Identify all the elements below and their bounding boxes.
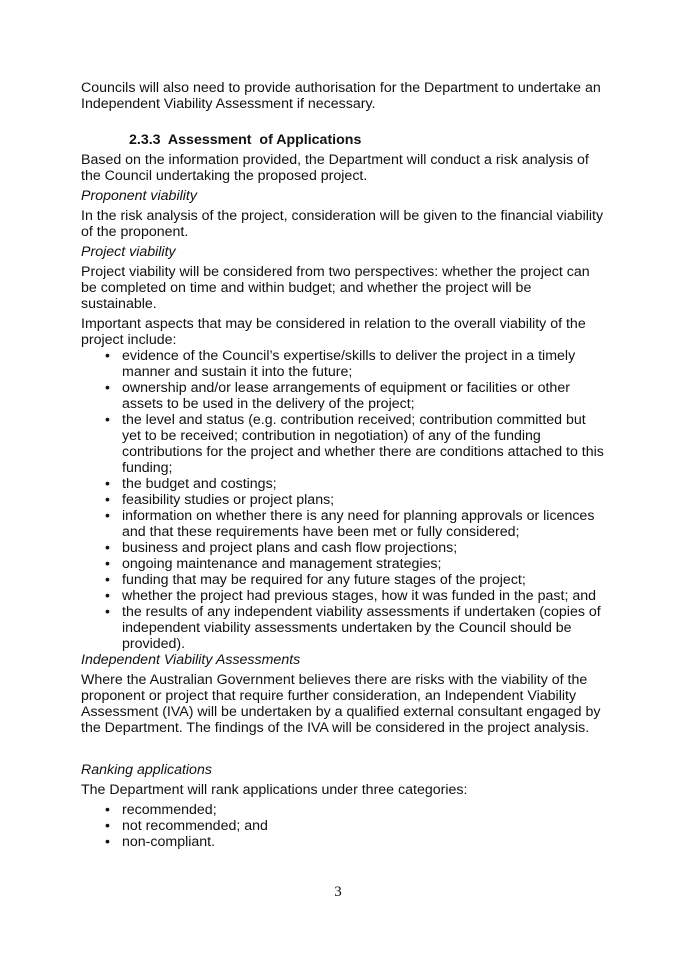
bullet-icon: • xyxy=(105,412,110,428)
bullet-icon: • xyxy=(105,508,110,524)
section-title: Assessment of Applications xyxy=(167,132,362,148)
bullet-icon: • xyxy=(105,556,110,572)
list-item xyxy=(81,492,606,508)
list-item-text: evidence of the Council’s expertise/skills to deliver the project in a timely manner and sustain it into the future; xyxy=(122,348,576,380)
proponent-viability-heading: Proponent viability xyxy=(81,188,197,204)
bullet-icon: • xyxy=(105,572,110,588)
bullet-icon: • xyxy=(105,818,110,834)
ranking-heading: Ranking applications xyxy=(81,762,212,778)
iva-heading: Independent Viability Assessments xyxy=(81,652,301,668)
bullet-icon: • xyxy=(105,492,110,508)
list-item-text: ownership and/or lease arrangements of equipment or facilities or other assets to be used in the delivery of the project; xyxy=(122,380,570,412)
list-item xyxy=(81,348,606,380)
project-viability-heading: Project viability xyxy=(81,244,176,260)
list-item xyxy=(81,476,606,492)
proponent-viability-text: In the risk analysis of the project, consideration will be given to the financial viability of the proponent. xyxy=(81,208,604,240)
section-number: 2.3.3 xyxy=(129,132,161,148)
list-item xyxy=(81,380,606,412)
list-item xyxy=(81,508,606,540)
list-item-text: business and project plans and cash flow projections; xyxy=(122,540,458,556)
list-item-text: recommended; xyxy=(122,802,217,818)
list-item xyxy=(81,556,606,572)
list-item xyxy=(81,818,606,834)
project-viability-text: Project viability will be considered from two perspectives: whether the project can be completed on time and within budget; and whether the project will be sustainable. xyxy=(81,264,590,312)
list-item xyxy=(81,588,606,604)
list-item-text: information on whether there is any need for planning approvals or licences and that these requirements have been met or fully considered; xyxy=(122,508,595,540)
list-item xyxy=(81,604,606,652)
list-item-text: not recommended; and xyxy=(122,818,268,834)
intro-paragraph: Councils will also need to provide authorisation for the Department to undertake an Independent Viability Assessment if necessary. xyxy=(81,80,601,112)
list-item-text: feasibility studies or project plans; xyxy=(122,492,335,508)
list-item xyxy=(81,412,606,476)
bullet-icon: • xyxy=(105,540,110,556)
list-item xyxy=(81,834,606,850)
list-item-text: funding that may be required for any future stages of the project; xyxy=(122,572,526,588)
list-item-text: non-compliant. xyxy=(122,834,216,850)
iva-text: Where the Australian Government believes there are risks with the viability of the proponent or project that require further consideration, an Independent Viability Assessment (IVA) will be undertaken by a qualified external consultant engaged by the Department. The findings of the IVA will be considered in the project analysis. xyxy=(81,672,601,736)
section-heading xyxy=(129,132,606,148)
ranking-categories-list xyxy=(81,802,606,850)
bullet-icon: • xyxy=(105,588,110,604)
bullet-icon: • xyxy=(105,834,110,850)
list-item-text: the level and status (e.g. contribution received; contribution committed but yet to be received; contribution in negotiation) of any of the funding contributions for the project and whether there are conditions attached to this funding; xyxy=(122,412,604,476)
page-number: 3 xyxy=(334,884,342,900)
list-item-text: the results of any independent viability assessments if undertaken (copies of independent viability assessments undertaken by the Council should be provided). xyxy=(122,604,601,652)
list-item xyxy=(81,572,606,588)
bullet-icon: • xyxy=(105,604,110,620)
list-item xyxy=(81,540,606,556)
list-item-text: whether the project had previous stages, how it was funded in the past; and xyxy=(122,588,596,604)
bullet-icon: • xyxy=(105,380,110,396)
viability-aspects-list xyxy=(81,348,606,652)
bullet-icon: • xyxy=(105,348,110,364)
bullet-icon: • xyxy=(105,802,110,818)
list-item-text: ongoing maintenance and management strategies; xyxy=(122,556,442,572)
risk-analysis-paragraph: Based on the information provided, the Department will conduct a risk analysis of the Council undertaking the proposed project. xyxy=(81,152,589,184)
list-item-text: the budget and costings; xyxy=(122,476,277,492)
ranking-text: The Department will rank applications under three categories: xyxy=(81,782,468,798)
list-item xyxy=(81,802,606,818)
bullet-icon: • xyxy=(105,476,110,492)
document-page xyxy=(81,80,606,850)
aspects-intro: Important aspects that may be considered in relation to the overall viability of the project include: xyxy=(81,316,586,348)
